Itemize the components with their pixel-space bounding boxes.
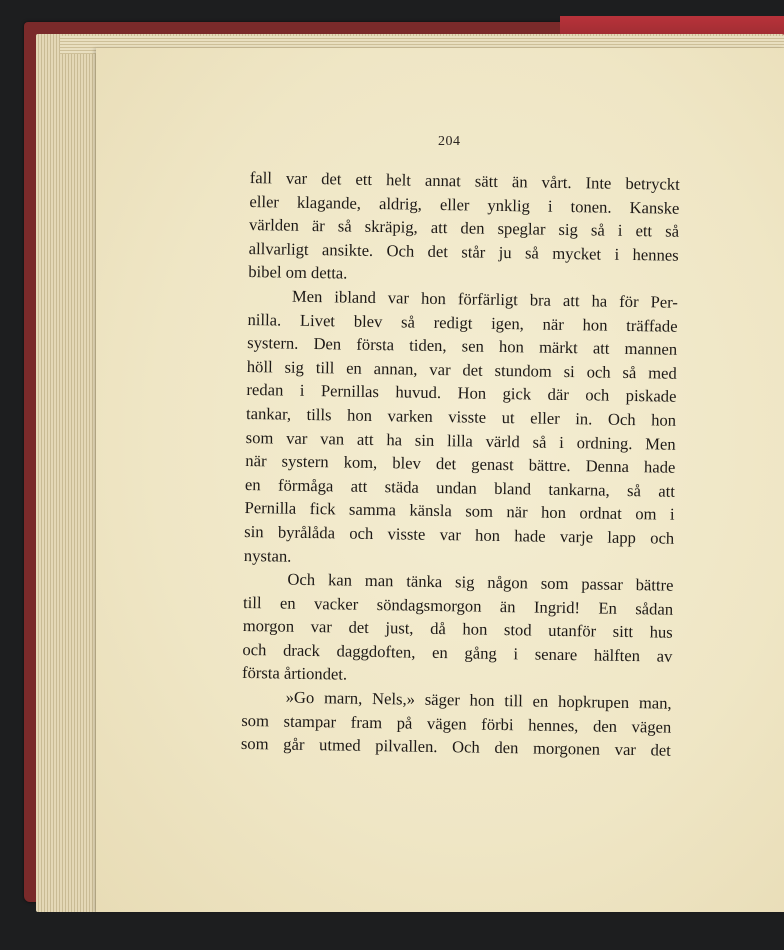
text-line: allvarligt ansikte. Och det står ju så mycket i hennes (248, 238, 679, 265)
page-number: 204 (438, 134, 461, 149)
text-line: och drack daggdoften, en gång i senare hälften av (242, 639, 673, 666)
text-line: nilla. Livet blev så redigt igen, när hon träffade (247, 309, 678, 336)
text-line: tankar, tills hon varken visste ut eller in. Och hon (245, 403, 677, 430)
text-line: världen är så skräpig, att den speglar sig så i ett så (248, 215, 680, 241)
text-line: höll sig till en annan, var det stundom si och så med (246, 356, 677, 383)
text-line: redan i Pernillas huvud. Hon gick där och piskade (246, 380, 677, 407)
text-line: morgon var det just, då hon stod utanför sitt hus (242, 616, 673, 642)
text-line: Pernilla fick samma känsla som när hon ordnat om i (244, 498, 675, 525)
text-line: sin byrålåda och visste var hon hade varje lapp och (244, 521, 675, 548)
text-line: som stampar fram på vägen förbi hennes, den vägen (241, 710, 672, 737)
text-line: bibel om detta. (248, 262, 348, 283)
paragraph-4 (241, 685, 672, 763)
paragraph-2 (244, 284, 678, 574)
text-line: nystan. (243, 545, 292, 566)
text-line: en förmåga att städa undan bland tankarna, så att (244, 474, 676, 501)
text-line: som går utmed pilvallen. Och den morgonen var det (240, 734, 672, 760)
text-line: till en vacker söndagsmorgon än Ingrid! En sådan (242, 592, 674, 619)
text-line: Men ibland var hon förfärligt bra att ha för Per- (291, 286, 679, 312)
paragraph-1 (248, 166, 680, 291)
text-line: fall var det ett helt annat sätt än vårt. Inte betryckt (249, 167, 680, 194)
body-text (241, 166, 680, 763)
text-line: »Go marn, Nels,» säger hon till en hopkrupen man, (285, 687, 672, 713)
text-line: systern. Den första tiden, sen hon märkt att mannen (247, 333, 678, 359)
text-line: som var van att ha sin lilla värld så i ordning. Men (245, 427, 676, 454)
text-line: första årtiondet. (241, 663, 348, 685)
paragraph-3 (242, 567, 674, 692)
text-line: Och kan man tänka sig någon som passar bättre (287, 569, 674, 595)
text-line: eller klagande, aldrig, eller ynklig i tonen. Kanske (249, 191, 680, 218)
text-line: när systern kom, blev det genast bättre. Denna hade (245, 451, 676, 477)
